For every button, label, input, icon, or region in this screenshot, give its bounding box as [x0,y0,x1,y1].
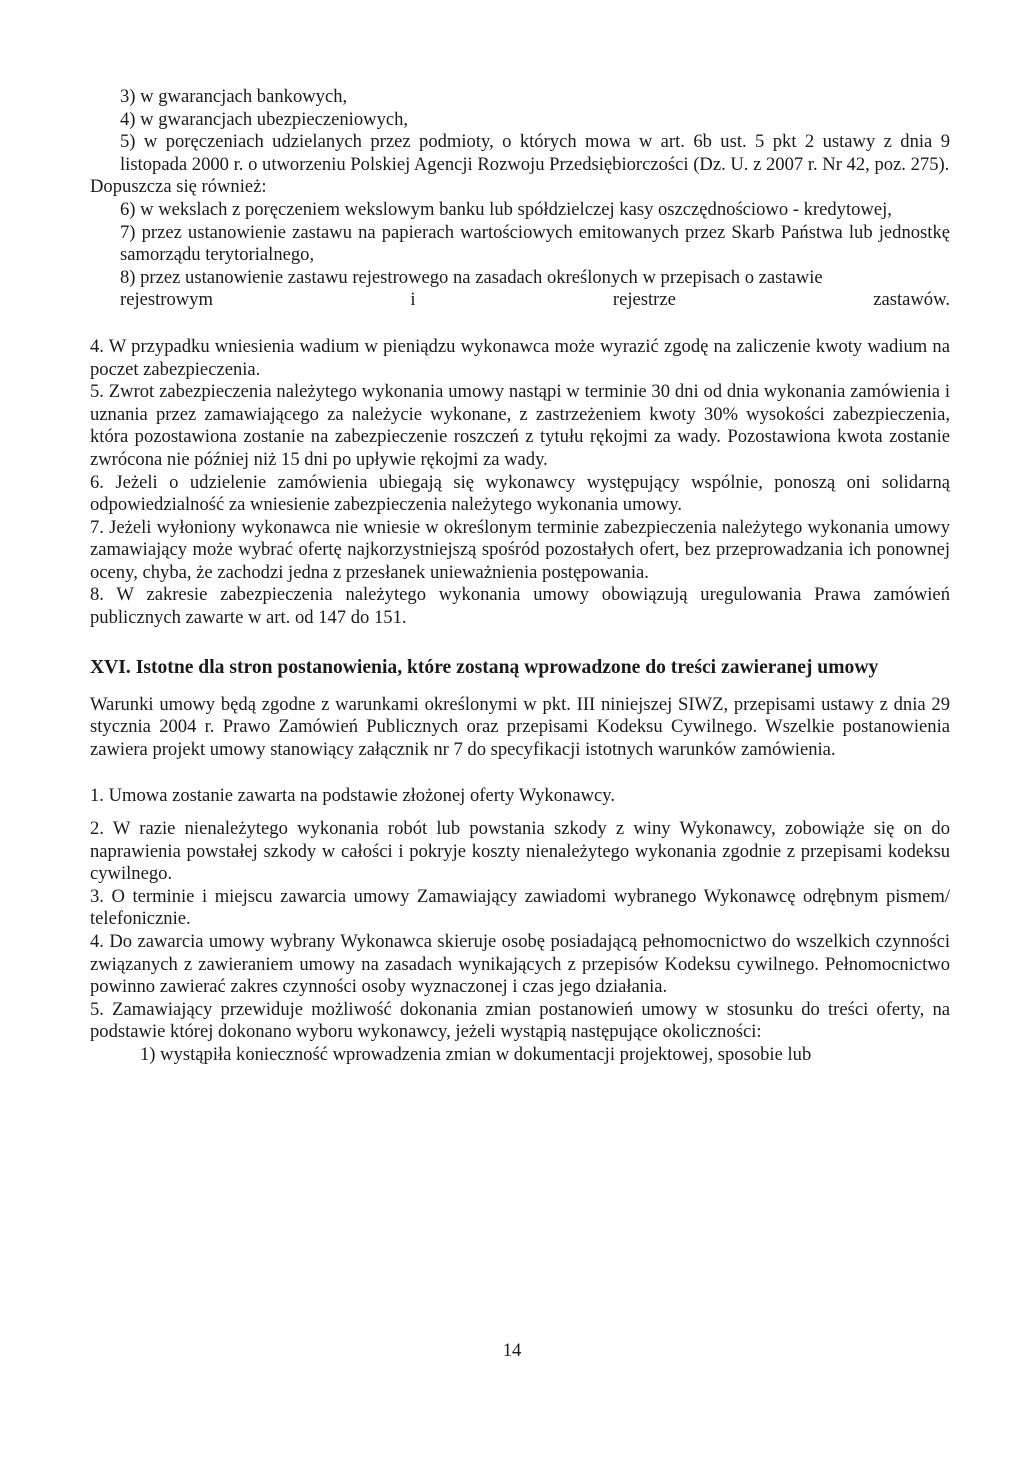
section16-point-1: 1. Umowa zostanie zawarta na podstawie złożonej oferty Wykonawcy. [90,785,615,807]
section15-point-6: 6. Jeżeli o udzielenie zamówienia ubiegają się wykonawcy występujący wspólnie, ponoszą oni solidarną odpowiedzialność za wniesienie zabezpieczenia należytego wykonania umowy. [90,471,950,516]
list-item-allowed-8: 8) przez ustanowienie zastawu rejestrowego na zasadach określonych w przepisach o zastawie [120,266,823,288]
page-number: 14 [502,1340,522,1361]
section15-point-4: 4. W przypadku wniesienia wadium w pieniądzu wykonawca może wyrazić zgodę na zaliczenie kwoty wadium na poczet zabezpieczenia. [90,335,950,380]
tail-word: rejestrze [612,289,676,311]
list-item-guarantee-3: 3) w gwarancjach bankowych, [120,86,348,107]
tail-word: i [410,289,416,311]
section16-point-2: 2. W razie nienależytego wykonania robót lub powstania szkody z winy Wykonawcy, zobowiąże się on do naprawienia powstałej szkody w całości i pokryje koszty nienależytego wykonania zgodnie z przepisami kodeksu cywilnego. [90,818,950,885]
section16-point-3: 3. O terminie i miejscu zawarcia umowy Zamawiający zawiadomi wybranego Wykonawcę odrębnym pismem/ telefonicznie. [90,885,950,930]
section16-point-4: 4. Do zawarcia umowy wybrany Wykonawca skieruje osobę posiadającą pełnomocnictwo do wszelkich czynności związanych z zawieraniem umowy na zasadach wynikających z przepisów Kodeksu cywilnego. Pełnomocnictwo powinno zawierać zakres czynności osoby wyznaczonej i czas jego działania. [90,931,950,998]
tail-word: zastawów. [873,289,950,311]
list-item-guarantee-5: 5) w poręczeniach udzielanych przez podmioty, o których mowa w art. 6b ust. 5 pkt 2 ustawy z dnia 9 listopada 2000 r. o utworzeniu Polskiej Agencji Rozwoju Przedsiębiorczości (Dz. U. z 2007 r. Nr 42, poz. 275). [120,131,950,175]
list-item-guarantee-4: 4) w gwarancjach ubezpieczeniowych, [120,108,409,130]
list-item-allowed-7: 7) przez ustanowienie zastawu na papierach wartościowych emitowanych przez Skarb Państwa lub jednostkę samorządu terytorialnego, [120,221,950,266]
section15-point-7: 7. Jeżeli wyłoniony wykonawca nie wniesie w określonym terminie zabezpieczenia należytego wykonania umowy zamawiający może wybrać ofertę najkorzystniejszą spośród pozostałych ofert, bez przeprowadzania ich ponownej oceny, chyba, że zachodzi jedna z przesłanek unieważnienia postępowania. [90,516,950,583]
list-item-allowed-8-tail [90,289,950,312]
section15-point-5: 5. Zwrot zabezpieczenia należytego wykonania umowy nastąpi w terminie 30 dni od dnia wykonania zamówienia i uznania przez zamawiającego za należycie wykonane, z zastrzeżeniem kwoty 30% wysokości zabezpieczenia, która pozostawiona zostanie na zabezpieczenie roszczeń z tytułu rękojmi za wady. Pozostawiona kwota zostanie zwrócona nie później niż 15 dni po upływie rękojmi za wady. [90,381,950,470]
section16-point-5: 5. Zamawiający przewiduje możliwość dokonania zmian postanowień umowy w stosunku do treści oferty, na podstawie której dokonano wyboru wykonawcy, jeżeli wystąpią następujące okoliczności: [90,998,950,1043]
section16-heading: XVI. Istotne dla stron postanowienia, które zostaną wprowadzone do treści zawieranej umowy [90,656,879,678]
section16-subpoint-1: 1) wystąpiła konieczność wprowadzenia zmian w dokumentacji projektowej, sposobie lub [140,1043,812,1065]
tail-word: rejestrowym [120,289,213,311]
section16-intro: Warunki umowy będą zgodne z warunkami określonymi w pkt. III niniejszej SIWZ, przepisami ustawy z dnia 29 stycznia 2004 r. Prawo Zamówień Publicznych oraz przepisami Kodeksu Cywilnego. Wszelkie postanowienia zawiera projekt umowy stanowiący załącznik nr 7 do specyfikacji istotnych warunków zamówienia. [90,693,950,760]
also-allowed-label: Dopuszcza się również: [90,176,267,198]
section15-point-8: 8. W zakresie zabezpieczenia należytego wykonania umowy obowiązują uregulowania Prawa zamówień publicznych zawarte w art. od 147 do 151. [90,584,950,629]
list-item-allowed-6: 6) w wekslach z poręczeniem wekslowym banku lub spółdzielczej kasy oszczędnościowo - kredytowej, [120,198,892,220]
